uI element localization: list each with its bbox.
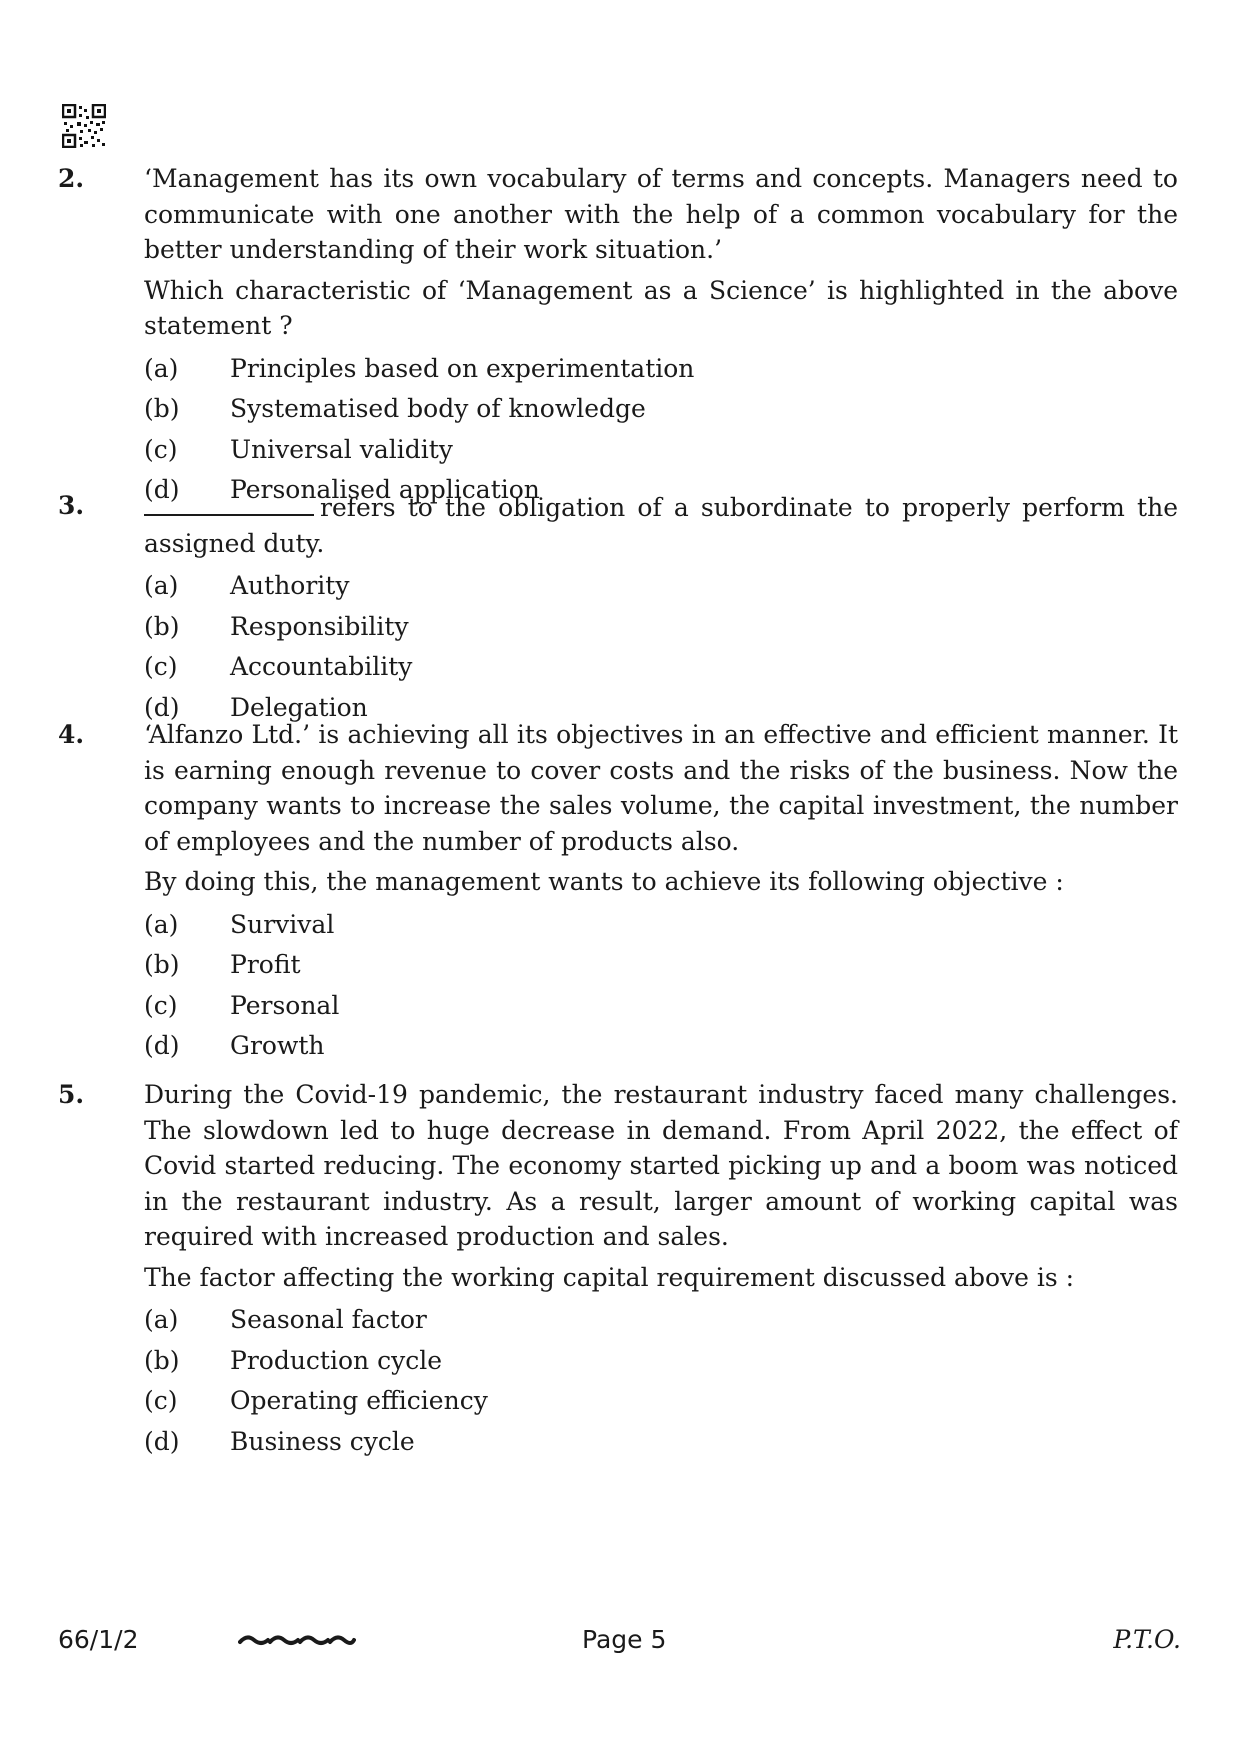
question-prompt: By doing this, the management wants to achieve its following objective : — [144, 867, 1064, 896]
option-text: Accountability — [230, 652, 413, 681]
option-letter: (a) — [144, 571, 179, 600]
wave-ornament-icon — [238, 1630, 356, 1650]
option-letter: (b) — [144, 611, 180, 641]
option-b — [144, 945, 1178, 986]
qr-code-icon — [62, 104, 106, 148]
question-passage: ‘Management has its own vocabulary of terms and concepts. Managers need to communicate with one another with the help of a common vocabulary for the better understanding of their work situation.’ — [144, 164, 1178, 264]
option-c — [144, 647, 1178, 688]
option-b — [144, 389, 1178, 430]
option-letter: (b) — [144, 950, 180, 979]
option-text: Survival — [230, 909, 335, 939]
option-c — [144, 430, 1178, 471]
option-letter: (b) — [144, 394, 180, 423]
question-passage: During the Covid-19 pandemic, the restaurant industry faced many challenges. The slowdown led to huge decrease in demand. From April 2022, the effect of Covid started reducing. The economy started picking up and a boom was noticed in the restaurant industry. As a result, larger amount of working capital was required with increased production and sales. — [144, 1080, 1178, 1251]
question-number: 2. — [58, 164, 85, 193]
option-text: Systematised body of knowledge — [230, 394, 646, 423]
option-text: Responsibility — [230, 611, 409, 641]
question-number: 3. — [58, 491, 85, 520]
option-text: Production cycle — [230, 1345, 442, 1375]
pto-label: P.T.O. — [1113, 1625, 1181, 1654]
option-b — [144, 1341, 1178, 1382]
option-letter: (d) — [144, 692, 180, 722]
option-letter: (c) — [144, 990, 178, 1020]
option-letter: (d) — [144, 1426, 180, 1456]
option-text: Delegation — [230, 692, 368, 722]
option-a — [144, 1300, 1178, 1341]
question-prompt: The factor affecting the working capital requirement discussed above is : — [144, 1262, 1075, 1292]
option-letter: (a) — [144, 909, 179, 939]
option-list — [144, 1300, 1178, 1462]
option-d — [144, 1422, 1178, 1463]
option-letter: (a) — [144, 353, 179, 383]
option-letter: (a) — [144, 1305, 179, 1334]
option-list — [144, 566, 1178, 728]
option-list — [144, 349, 1178, 511]
question-prompt — [144, 488, 1178, 561]
paper-code: 66/1/2 — [58, 1625, 139, 1654]
option-text: Seasonal factor — [230, 1305, 427, 1334]
option-d — [144, 1026, 1178, 1067]
option-c — [144, 986, 1178, 1027]
option-a — [144, 905, 1178, 946]
option-letter: (c) — [144, 1386, 178, 1415]
answer-blank — [144, 488, 314, 516]
question-prompt: Which characteristic of ‘Management as a Science’ is highlighted in the above statement ? — [144, 275, 1178, 340]
option-text: Universal validity — [230, 434, 453, 464]
question-passage: ‘Alfanzo Ltd.’ is achieving all its objectives in an effective and efficient manner. It is earning enough revenue to cover costs and the risks of the business. Now the company wants to increase the sales volume, the capital investment, the number of employees and the number of products also. — [144, 720, 1178, 856]
question-body — [144, 1077, 1178, 1462]
page-footer — [0, 1620, 1241, 1660]
option-list — [144, 905, 1178, 1067]
option-text: Profit — [230, 950, 301, 979]
option-letter: (d) — [144, 1031, 180, 1060]
question-number: 5. — [58, 1080, 85, 1109]
option-a — [144, 566, 1178, 607]
option-text: Authority — [230, 571, 350, 600]
option-a — [144, 349, 1178, 390]
question-body — [144, 717, 1178, 1067]
option-letter: (d) — [144, 475, 180, 504]
option-text: Personalised application — [230, 475, 540, 504]
option-letter: (c) — [144, 652, 178, 681]
option-text: Operating efficiency — [230, 1386, 488, 1415]
option-text: Personal — [230, 990, 340, 1020]
question-body — [144, 488, 1178, 728]
option-text: Principles based on experimentation — [230, 353, 695, 383]
option-b — [144, 607, 1178, 648]
question-prompt-text: refers to the obligation of a subordinate to properly perform the assigned duty. — [144, 493, 1178, 558]
option-letter: (c) — [144, 434, 178, 464]
question-number: 4. — [58, 720, 85, 749]
question-body — [144, 161, 1178, 511]
option-c — [144, 1381, 1178, 1422]
option-text: Growth — [230, 1031, 325, 1060]
option-letter: (b) — [144, 1345, 180, 1375]
page-number: Page 5 — [582, 1625, 667, 1654]
option-text: Business cycle — [230, 1426, 415, 1456]
